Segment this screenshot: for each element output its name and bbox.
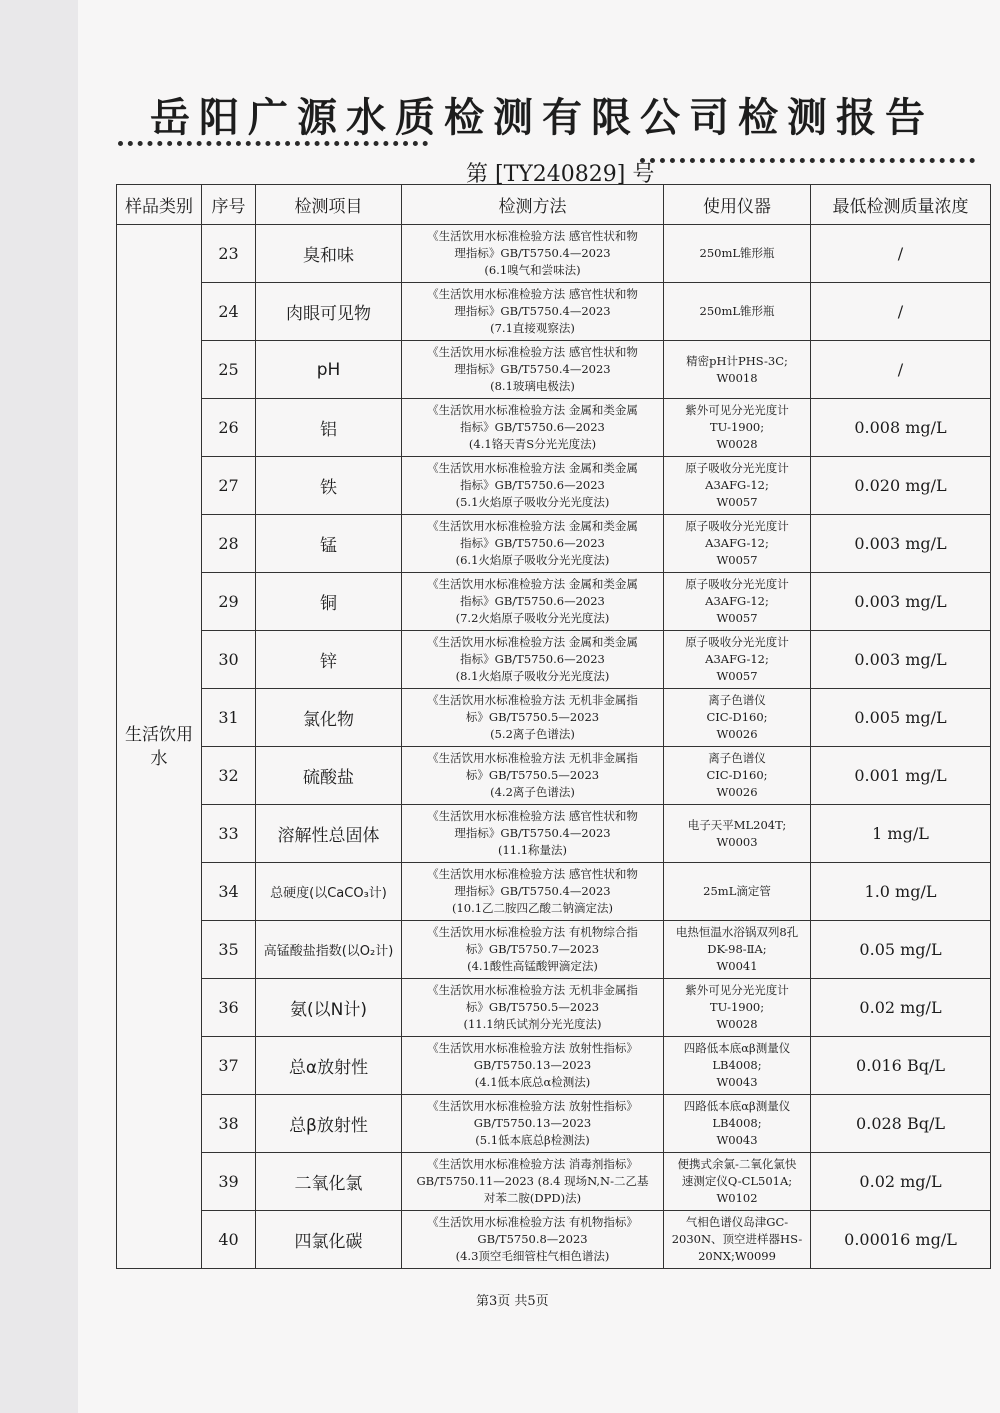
test-item: 锰 [256, 515, 402, 573]
instrument-line: W0028 [716, 1017, 758, 1031]
test-method-line: (4.1低本底总α检测法) [474, 1075, 591, 1089]
table-row [117, 979, 991, 1037]
test-method [402, 341, 664, 399]
test-method [402, 689, 664, 747]
instrument-line: W0028 [716, 437, 758, 451]
row-number: 35 [202, 921, 256, 979]
test-method-line: 《生活饮用水标准检验方法 放射性指标》 [427, 1099, 638, 1113]
detection-limit: 0.003 mg/L [811, 573, 991, 631]
test-method-line: (7.1直接观察法) [490, 321, 575, 335]
test-method-line: 标》GB/T5750.5—2023 [465, 1000, 600, 1014]
test-method-line: 指标》GB/T5750.6—2023 [460, 652, 605, 666]
instrument [664, 921, 811, 979]
detection-limit: 1.0 mg/L [811, 863, 991, 921]
test-item: 总β放射性 [256, 1095, 402, 1153]
instrument [664, 283, 811, 341]
instrument-line: 气相色谱仪岛津GC- [685, 1215, 789, 1229]
row-number: 34 [202, 863, 256, 921]
test-method-line: 《生活饮用水标准检验方法 消毒剂指标》 [427, 1157, 638, 1171]
test-item: 高锰酸盐指数(以O₂计) [256, 921, 402, 979]
title-divider-left [118, 141, 428, 146]
table-row [117, 805, 991, 863]
instrument-line: TU-1900; [709, 420, 765, 434]
row-number: 25 [202, 341, 256, 399]
table-header-row [117, 185, 991, 225]
header-limit: 最低检测质量浓度 [811, 185, 991, 225]
instrument-line: 电子天平ML204T; [687, 817, 787, 832]
instrument [664, 399, 811, 457]
test-method [402, 979, 664, 1037]
table-body [117, 225, 991, 1269]
instrument-line: W0026 [716, 727, 758, 741]
instrument-line: 四路低本底αβ测量仪 [683, 1099, 791, 1113]
test-item: 锌 [256, 631, 402, 689]
instrument-line: W0026 [716, 785, 758, 799]
header-no: 序号 [202, 185, 256, 225]
test-item: 铝 [256, 399, 402, 457]
sample-category-cell: 生活饮用水 [117, 225, 202, 1269]
instrument-line: LB4008; [712, 1116, 762, 1130]
detection-limit: 0.020 mg/L [811, 457, 991, 515]
row-number: 32 [202, 747, 256, 805]
test-item: 氨(以N计) [256, 979, 402, 1037]
detection-limit: 0.00016 mg/L [811, 1211, 991, 1269]
test-method [402, 1153, 664, 1211]
test-method [402, 863, 664, 921]
instrument-line: W0018 [716, 370, 758, 385]
table-row [117, 631, 991, 689]
test-method-line: 《生活饮用水标准检验方法 感官性状和物 [427, 867, 638, 881]
detection-limit: 0.001 mg/L [811, 747, 991, 805]
instrument [664, 689, 811, 747]
table-row [117, 1037, 991, 1095]
row-number: 27 [202, 457, 256, 515]
table-row [117, 747, 991, 805]
test-method-line: 《生活饮用水标准检验方法 感官性状和物 [427, 229, 638, 243]
instrument-line: W0003 [716, 834, 758, 849]
instrument [664, 631, 811, 689]
detection-limit: 0.003 mg/L [811, 631, 991, 689]
test-method-line: (6.1火焰原子吸收分光光度法) [455, 553, 610, 567]
instrument-line: 离子色谱仪 [708, 693, 766, 707]
row-number: 39 [202, 1153, 256, 1211]
test-method [402, 457, 664, 515]
table-row [117, 863, 991, 921]
table-row [117, 341, 991, 399]
instrument-line: W0057 [716, 611, 758, 625]
header-item: 检测项目 [256, 185, 402, 225]
table-row [117, 689, 991, 747]
detection-limit: 0.016 Bq/L [811, 1037, 991, 1095]
test-item: 铜 [256, 573, 402, 631]
test-item: 总硬度(以CaCO₃计) [256, 863, 402, 921]
row-number: 23 [202, 225, 256, 283]
test-method-line: 指标》GB/T5750.6—2023 [460, 536, 605, 550]
test-method-line: (4.1铬天青S分光光度法) [468, 437, 597, 451]
test-method-line: 标》GB/T5750.7—2023 [465, 942, 600, 956]
instrument-line: 电热恒温水浴锅双列8孔 [675, 925, 799, 939]
test-item: 臭和味 [256, 225, 402, 283]
detection-limit: 0.02 mg/L [811, 1153, 991, 1211]
test-method-line: 理指标》GB/T5750.4—2023 [454, 884, 611, 898]
test-method-line: 《生活饮用水标准检验方法 无机非金属指 [427, 983, 638, 997]
instrument-line: A3AFG-12; [705, 478, 769, 492]
test-method [402, 1037, 664, 1095]
test-method-line: 指标》GB/T5750.6—2023 [460, 594, 605, 608]
instrument-line: TU-1900; [709, 1000, 765, 1014]
table-row [117, 1153, 991, 1211]
test-method-line: 理指标》GB/T5750.4—2023 [454, 304, 611, 318]
test-method-line: (8.1火焰原子吸收分光光度法) [455, 669, 610, 683]
test-method-line: 《生活饮用水标准检验方法 无机非金属指 [427, 693, 638, 707]
test-method-line: GB/T5750.11—2023 (8.4 现场N,N-二乙基 [416, 1174, 649, 1188]
table-row [117, 399, 991, 457]
table-row [117, 283, 991, 341]
test-method-line: (5.1火焰原子吸收分光光度法) [455, 495, 610, 509]
row-number: 38 [202, 1095, 256, 1153]
row-number: 24 [202, 283, 256, 341]
table-row [117, 1211, 991, 1269]
table-row [117, 225, 991, 283]
test-method-line: (5.1低本底总β检测法) [475, 1133, 590, 1147]
test-item: 溶解性总固体 [256, 805, 402, 863]
instrument-line: A3AFG-12; [705, 594, 769, 608]
test-method-line: (4.1酸性高锰酸钾滴定法) [467, 959, 598, 973]
instrument [664, 341, 811, 399]
test-method-line: (8.1玻璃电极法) [490, 379, 575, 393]
instrument [664, 1153, 811, 1211]
header-method: 检测方法 [402, 185, 664, 225]
instrument [664, 805, 811, 863]
test-method-line: GB/T5750.8—2023 [477, 1232, 588, 1246]
row-number: 28 [202, 515, 256, 573]
instrument-line: W0057 [716, 669, 758, 683]
instrument [664, 515, 811, 573]
instrument [664, 747, 811, 805]
table-row [117, 457, 991, 515]
instrument-line: A3AFG-12; [705, 652, 769, 666]
test-method-line: (7.2火焰原子吸收分光光度法) [455, 611, 610, 625]
test-method-line: (11.1称量法) [497, 843, 568, 857]
test-method [402, 515, 664, 573]
instrument-line: 原子吸收分光光度计 [685, 461, 789, 475]
test-item: 铁 [256, 457, 402, 515]
test-method-line: (4.3顶空毛细管柱气相色谱法) [455, 1249, 610, 1263]
instrument [664, 1037, 811, 1095]
row-number: 29 [202, 573, 256, 631]
instrument-line: 原子吸收分光光度计 [685, 577, 789, 591]
test-method-line: (4.2离子色谱法) [490, 785, 575, 799]
instrument-line: 原子吸收分光光度计 [685, 635, 789, 649]
test-method [402, 1095, 664, 1153]
row-number: 40 [202, 1211, 256, 1269]
instrument-line: 原子吸收分光光度计 [685, 519, 789, 533]
detection-limit: 0.028 Bq/L [811, 1095, 991, 1153]
detection-limit: 0.02 mg/L [811, 979, 991, 1037]
detection-limit: 0.008 mg/L [811, 399, 991, 457]
test-method [402, 631, 664, 689]
test-method-line: GB/T5750.13—2023 [473, 1116, 592, 1130]
detection-limit: / [811, 225, 991, 283]
test-method [402, 805, 664, 863]
instrument-line: W0043 [716, 1133, 758, 1147]
test-method [402, 1211, 664, 1269]
test-method-line: 《生活饮用水标准检验方法 金属和类金属 [427, 635, 638, 649]
instrument [664, 225, 811, 283]
test-method [402, 921, 664, 979]
row-number: 36 [202, 979, 256, 1037]
table-row [117, 921, 991, 979]
instrument-line: DK-98-ⅡA; [707, 942, 767, 956]
test-method-line: 指标》GB/T5750.6—2023 [460, 478, 605, 492]
test-method [402, 283, 664, 341]
report-number: 第 [TY240829] 号 [466, 162, 655, 187]
test-item: 肉眼可见物 [256, 283, 402, 341]
test-item: 氯化物 [256, 689, 402, 747]
header-category: 样品类别 [117, 185, 202, 225]
instrument-line: 250mL锥形瓶 [699, 246, 775, 260]
test-method-line: 理指标》GB/T5750.4—2023 [454, 362, 611, 376]
test-method-line: 理指标》GB/T5750.4—2023 [454, 246, 611, 260]
test-method-line: 《生活饮用水标准检验方法 感官性状和物 [427, 345, 638, 359]
test-method-line: 标》GB/T5750.5—2023 [465, 710, 600, 724]
instrument-line: 离子色谱仪 [708, 751, 766, 765]
test-method-line: 《生活饮用水标准检验方法 放射性指标》 [427, 1041, 638, 1055]
row-number: 30 [202, 631, 256, 689]
instrument-line: 25mL滴定管 [703, 884, 771, 898]
test-method [402, 747, 664, 805]
instrument-line: A3AFG-12; [705, 536, 769, 550]
detection-limit: 0.003 mg/L [811, 515, 991, 573]
inspection-table [116, 184, 991, 1269]
instrument-line: W0102 [716, 1191, 758, 1205]
test-method-line: (10.1乙二胺四乙酸二钠滴定法) [451, 901, 614, 915]
instrument [664, 1211, 811, 1269]
row-number: 37 [202, 1037, 256, 1095]
test-method-line: 对苯二胺(DPD)法) [483, 1191, 582, 1205]
test-item: 硫酸盐 [256, 747, 402, 805]
test-method-line: (11.1纳氏试剂分光光度法) [463, 1017, 602, 1031]
detection-limit: 0.05 mg/L [811, 921, 991, 979]
test-method-line: 《生活饮用水标准检验方法 金属和类金属 [427, 403, 638, 417]
instrument-line: LB4008; [712, 1058, 762, 1072]
test-method [402, 225, 664, 283]
detection-limit: 0.005 mg/L [811, 689, 991, 747]
instrument-line: 紫外可见分光光度计 [685, 403, 789, 417]
instrument-line: W0057 [716, 553, 758, 567]
test-item: 总α放射性 [256, 1037, 402, 1095]
header-instrument: 使用仪器 [664, 185, 811, 225]
test-method-line: (6.1嗅气和尝味法) [484, 263, 581, 277]
test-method-line: (5.2离子色谱法) [490, 727, 575, 741]
test-method-line: 《生活饮用水标准检验方法 有机物指标》 [427, 1215, 638, 1229]
instrument-line: 紫外可见分光光度计 [685, 983, 789, 997]
instrument-line: CIC-D160; [706, 710, 768, 724]
row-number: 26 [202, 399, 256, 457]
instrument [664, 863, 811, 921]
instrument-line: W0041 [716, 959, 758, 973]
test-method-line: 《生活饮用水标准检验方法 感官性状和物 [427, 809, 638, 823]
page-footer: 第3页 共5页 [476, 1294, 549, 1309]
instrument-line: 20NX;W0099 [698, 1249, 776, 1263]
row-number: 33 [202, 805, 256, 863]
test-method-line: 《生活饮用水标准检验方法 无机非金属指 [427, 751, 638, 765]
instrument [664, 979, 811, 1037]
instrument-line: 2030N、顶空进样器HS- [671, 1232, 803, 1246]
test-method-line: GB/T5750.13—2023 [473, 1058, 592, 1072]
test-method-line: 《生活饮用水标准检验方法 有机物综合指 [427, 925, 638, 939]
detection-limit: 1 mg/L [811, 805, 991, 863]
instrument-line: 便携式余氯-二氧化氯快 [677, 1157, 797, 1171]
test-item: 二氧化氯 [256, 1153, 402, 1211]
title-divider-right [640, 158, 975, 163]
test-method-line: 《生活饮用水标准检验方法 金属和类金属 [427, 461, 638, 475]
test-item: pH [256, 341, 402, 399]
detection-limit: / [811, 341, 991, 399]
test-method-line: 《生活饮用水标准检验方法 金属和类金属 [427, 519, 638, 533]
instrument-line: 速测定仪Q-CL501A; [681, 1174, 793, 1188]
table-row [117, 573, 991, 631]
table-row [117, 515, 991, 573]
row-number: 31 [202, 689, 256, 747]
instrument-line: W0043 [716, 1075, 758, 1089]
instrument [664, 457, 811, 515]
test-method-line: 《生活饮用水标准检验方法 金属和类金属 [427, 577, 638, 591]
test-method-line: 指标》GB/T5750.6—2023 [460, 420, 605, 434]
test-method-line: 理指标》GB/T5750.4—2023 [454, 826, 611, 840]
instrument-line: CIC-D160; [706, 768, 768, 782]
test-item: 四氯化碳 [256, 1211, 402, 1269]
test-method [402, 399, 664, 457]
instrument [664, 1095, 811, 1153]
report-title: 岳阳广源水质检测有限公司检测报告 [150, 95, 934, 141]
test-method-line: 标》GB/T5750.5—2023 [465, 768, 600, 782]
test-method-line: 《生活饮用水标准检验方法 感官性状和物 [427, 287, 638, 301]
detection-limit: / [811, 283, 991, 341]
test-method [402, 573, 664, 631]
table-row [117, 1095, 991, 1153]
instrument-line: 精密pH计PHS-3C; [686, 353, 788, 368]
instrument [664, 573, 811, 631]
instrument-line: W0057 [716, 495, 758, 509]
instrument-line: 250mL锥形瓶 [699, 304, 775, 318]
instrument-line: 四路低本底αβ测量仪 [683, 1041, 791, 1055]
